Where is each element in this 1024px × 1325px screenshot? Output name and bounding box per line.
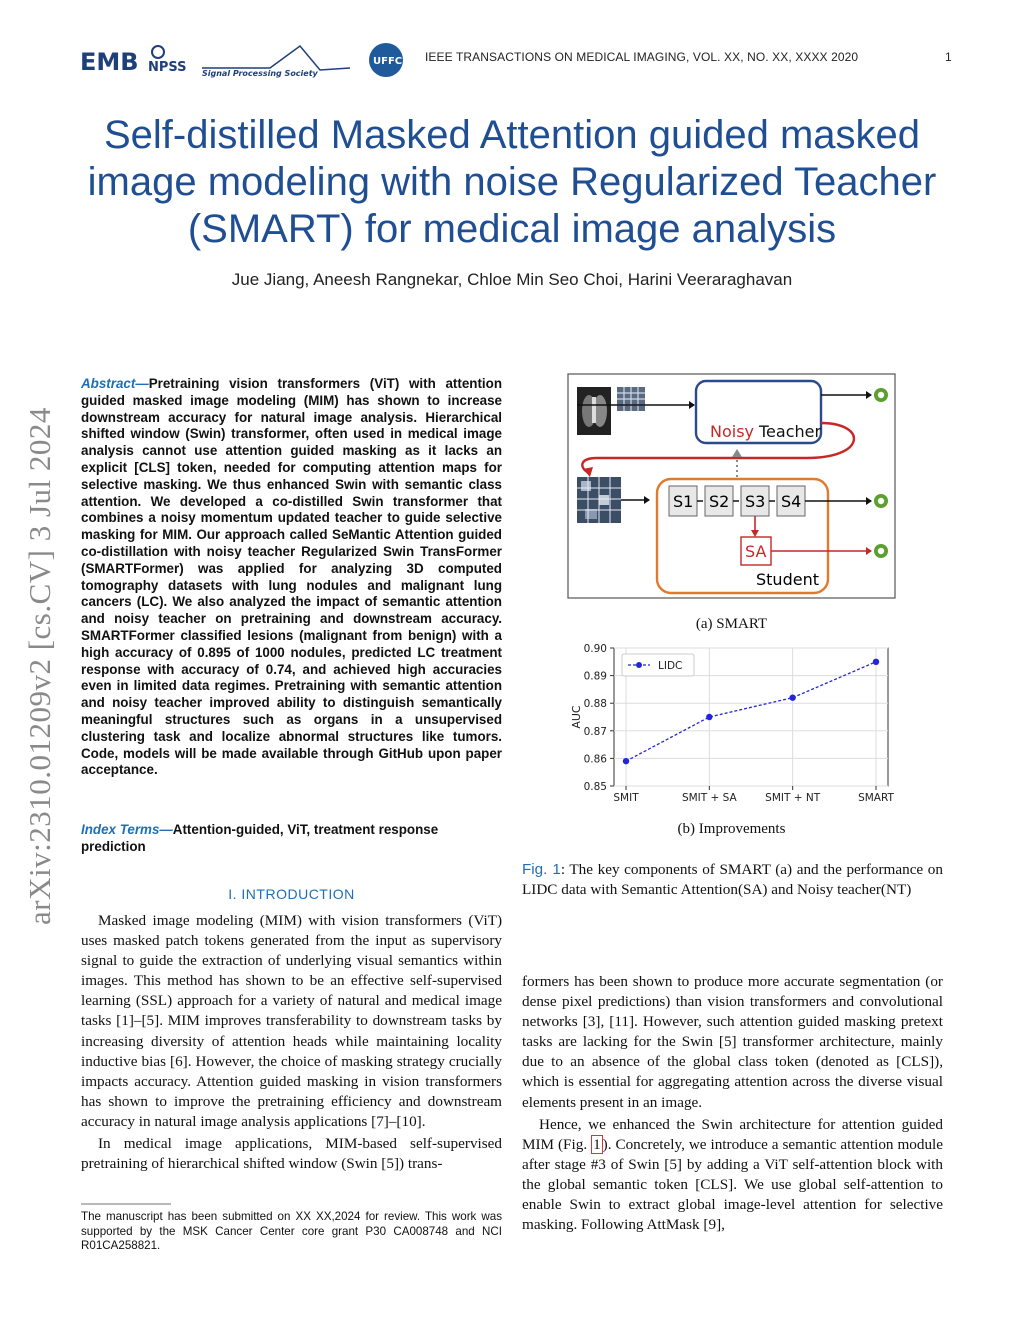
y-tick-label: 0.90 xyxy=(583,643,607,655)
paper-title xyxy=(60,112,964,253)
index-terms-label: Index Terms— xyxy=(81,822,173,837)
noisy-label: Noisy xyxy=(710,422,755,441)
svg-text:SA: SA xyxy=(745,542,767,561)
y-tick-label: 0.89 xyxy=(583,670,607,683)
npss-logo xyxy=(148,46,187,75)
figure-caption-text: : The key components of SMART (a) and the performance on LIDC data with Semantic Attention(SA) and Noisy teacher(NT) xyxy=(522,861,943,898)
caption-b: (b) Improvements xyxy=(677,821,786,837)
signal-processing-society-logo xyxy=(202,46,350,78)
figure-reference-link[interactable]: 1 xyxy=(593,1135,601,1153)
teacher-label: Teacher xyxy=(759,422,822,441)
data-point xyxy=(706,714,712,720)
y-tick-label: 0.87 xyxy=(583,725,607,738)
data-point xyxy=(873,659,879,665)
student-output-node xyxy=(874,494,888,508)
intro-right-column xyxy=(522,972,943,1235)
publisher-logos xyxy=(80,40,420,80)
stage-s3 xyxy=(741,486,769,516)
y-axis-label: AUC xyxy=(570,705,583,729)
data-point xyxy=(623,758,629,764)
arxiv-stamp: arXiv:2310.01209v2 [cs.CV] 3 Jul 2024 xyxy=(22,407,57,925)
index-terms-text: Attention-guided, ViT, treatment response prediction xyxy=(81,822,439,854)
masked-patch-grid-large xyxy=(577,477,621,523)
section-heading: I. INTRODUCTION xyxy=(228,886,355,902)
intro-left-column xyxy=(81,911,502,1174)
paragraph: formers has been shown to produce more accurate segmentation (or dense pixel predictions) than vision transformers and convolutional networks [3], [11]. However, such attention guided masking pretext tasks are lacking for the Swin [5] transformer architecture, mainly due to an absence of the global class token (denoted as [CLS]), which is essential for aggregating attention across the diverse visual elements present in an image. xyxy=(522,973,943,1111)
y-tick-label: 0.85 xyxy=(583,781,607,793)
stage-s1 xyxy=(669,486,697,516)
ct-scan-image xyxy=(577,387,611,435)
sa-output-node xyxy=(874,544,888,558)
legend-label: LIDC xyxy=(658,660,683,672)
y-tick-label: 0.88 xyxy=(583,698,607,711)
x-tick-label: SMIT + NT xyxy=(765,792,821,804)
svg-text:S4: S4 xyxy=(781,492,802,511)
abstract-text: Pretraining vision transformers (ViT) with attention guided masked image modeling (MIM) has shown to increase downstream accuracy for natural image analysis. Hierarchical shifted window (Swin) transformer, often used in medical image analysis cannot use attention guided masking as it lacks an explicit [CLS] token, needed for computing attention maps for selective masking. We thus enhanced Swin with semantic class attention. We developed a co-distilled Swin transformer that combines a noisy momentum updated teacher to guide selective masking for MIM. Our approach called SeMantic Attention guided co-distillation with noisy teacher Regularized Swin TransFormer (SMARTFormer) was applied for analyzing 3D computed tomography datasets with lung nodules and malignant lung cancers (LC). We also analyzed the impact of semantic attention and noisy teacher on pretraining and downstream accuracy. SMARTFormer classified lesions (malignant from benign) with a high accuracy of 0.895 of 1000 nodules, predicted LC treatment response with accuracy of 0.74, and achieved high accuracies even in limited data regimes. Pretraining with semantic attention and noisy teacher improved ability to distinguish semantically meaningful structures such as organs in a unsupervised clustering task and localize abnormal structures like tumors. Code, models will be made available through GitHub upon paper acceptance. xyxy=(81,376,502,778)
x-tick-label: SMIT + SA xyxy=(681,792,737,804)
footnote: The manuscript has been submitted on XX XX,2024 for review. This work was supported by the MSK Cancer Center core grant P30 CA008748 and NCI R01CA258821. xyxy=(81,1210,502,1253)
svg-text:UFFC: UFFC xyxy=(373,56,403,67)
teacher-output-node xyxy=(874,388,888,402)
stage-s2 xyxy=(705,486,733,516)
abstract xyxy=(81,376,502,779)
y-tick-label: 0.86 xyxy=(583,753,607,766)
footnote-rule xyxy=(81,1203,502,1205)
svg-text:S1: S1 xyxy=(673,492,694,511)
masked-patch-grid-small xyxy=(617,387,645,411)
semantic-attention-block xyxy=(741,537,771,565)
auc-line-chart xyxy=(566,640,900,808)
journal-header: IEEE TRANSACTIONS ON MEDICAL IMAGING, VOL. XX, NO. XX, XXXX 2020 xyxy=(425,50,859,64)
author-list: Jue Jiang, Aneesh Rangnekar, Chloe Min Seo Choi, Harini Veeraraghavan xyxy=(231,270,793,289)
smart-diagram xyxy=(567,373,896,599)
stage-s4 xyxy=(777,486,805,516)
svg-text:S2: S2 xyxy=(709,492,730,511)
legend-marker xyxy=(636,662,642,668)
figure-label: Fig. 1 xyxy=(522,861,561,878)
uffc-logo xyxy=(369,43,403,77)
figure-caption xyxy=(522,860,943,900)
svg-text:Signal Processing Society: Signal Processing Society xyxy=(202,69,318,78)
title-line: (SMART) for medical image analysis xyxy=(187,207,837,251)
student-label: Student xyxy=(756,570,819,589)
paragraph: Hence, we enhanced the Swin architecture for attention guided MIM (Fig. 1 ). Concretely, we introduce a semantic attention module after stage #3 of Swin [5] by adding a ViT self-attention block with the global semantic token [CLS]. We use global self-attention to enable Swin to extract global image-level attention for selective masking. Following AttMask [9], xyxy=(522,1115,943,1234)
x-tick-label: SMART xyxy=(858,792,894,804)
svg-text:NPSS: NPSS xyxy=(148,60,187,75)
caption-a: (a) SMART xyxy=(695,616,768,632)
emb-logo xyxy=(80,48,139,76)
abstract-label: Abstract— xyxy=(81,376,149,391)
svg-text:S3: S3 xyxy=(745,492,766,511)
paragraph: In medical image applications, MIM-based self-supervised pretraining of hierarchical shifted window (Swin [5]) trans- xyxy=(81,1135,502,1173)
index-terms xyxy=(81,821,502,855)
paragraph: Masked image modeling (MIM) with vision transformers (ViT) uses masked patch tokens generated from the input as supervisory signal to guide the extraction of underlying visual semantics within images. This method has shown to be an effective self-supervised learning (SSL) approach for a variety of natural and medical image tasks [1]–[5]. MIM improves transferability to downstream tasks by increasing diversity of attention heads while maintaining locality inductive bias [6]. However, the choice of masking strategy crucially impacts accuracy. Attention guided masking in vision transformers has shown to improve the pretraining efficiency and downstream accuracy in natural image analysis applications [7]–[10]. xyxy=(81,912,502,1130)
data-point xyxy=(789,694,795,700)
emb-logo-text: EMB xyxy=(80,48,139,76)
page-number: 1 xyxy=(945,50,952,64)
title-line: Self-distilled Masked Attention guided masked xyxy=(103,113,920,157)
title-line: image modeling with noise Regularized Teacher xyxy=(87,160,937,204)
x-tick-label: SMIT xyxy=(613,792,639,804)
